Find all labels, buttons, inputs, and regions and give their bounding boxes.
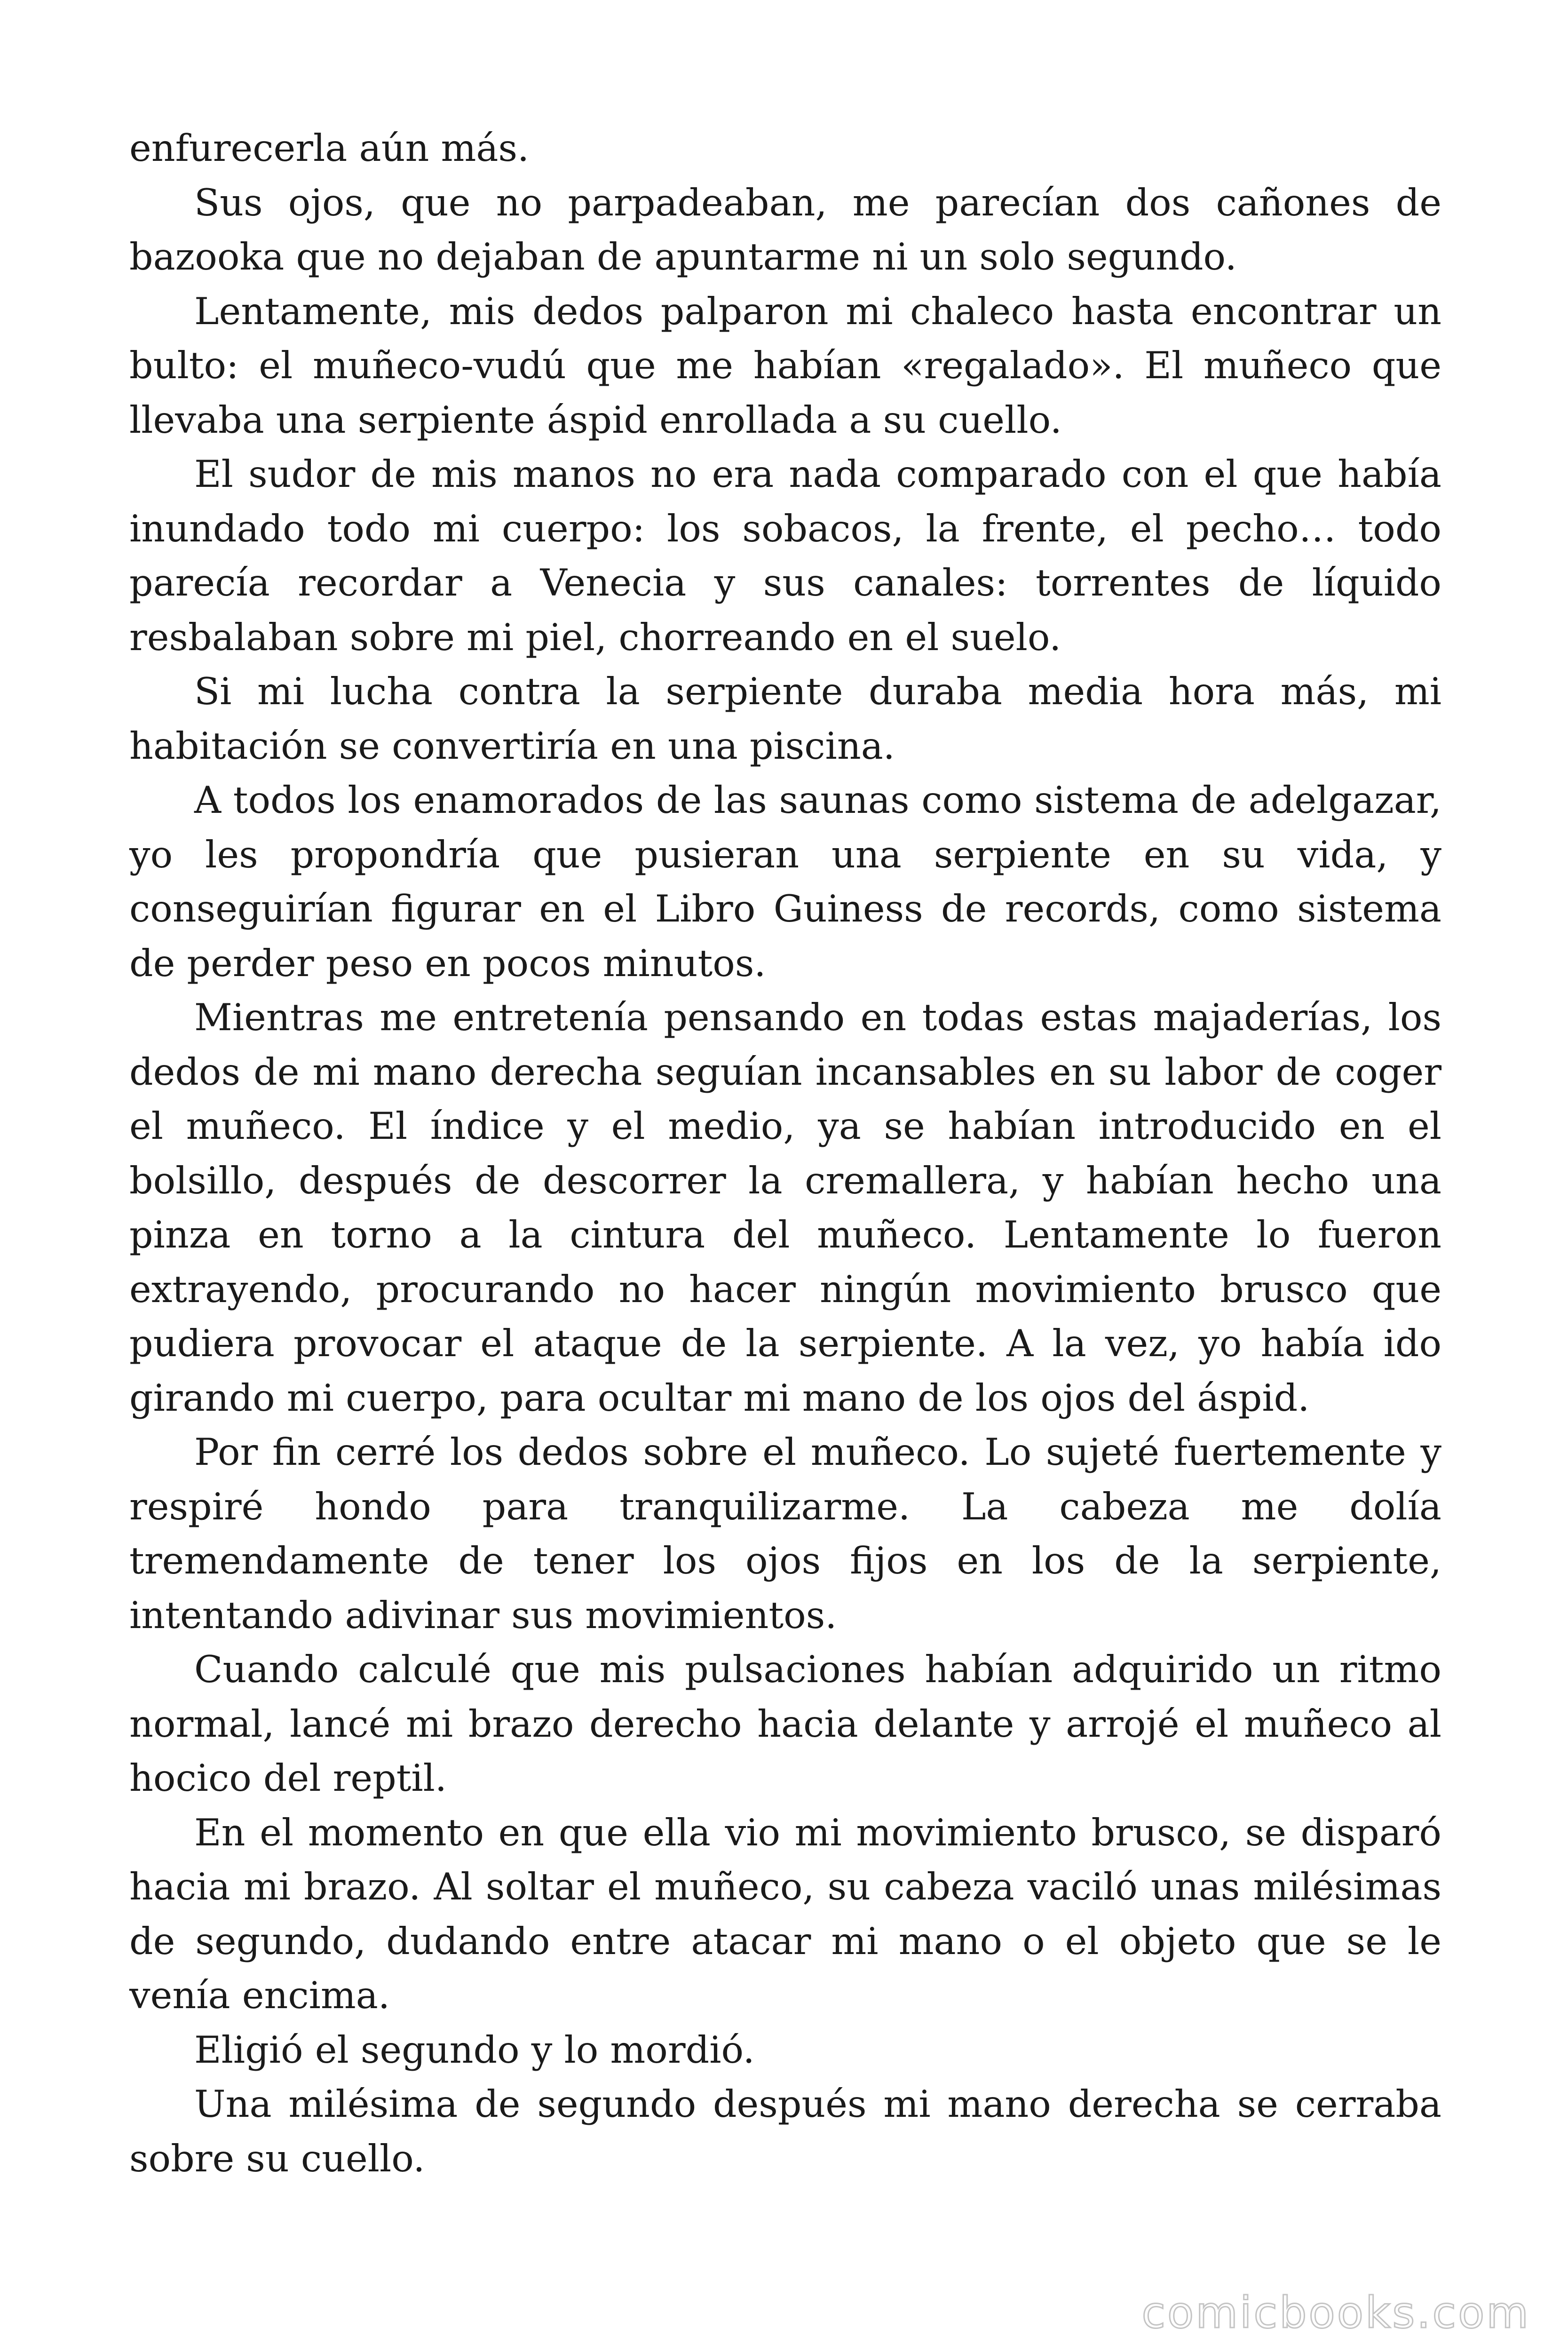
paragraph: Mientras me entretenía pensando en todas estas majaderías, los dedos de mi mano derecha seguían incansables en su labor de coger el muñeco. El índice y el medio, ya se habían introducido en el bolsillo, después de descorrer la cremallera, y habían hecho una pinza en torno a la cintura del muñeco. Lentamente lo fueron extrayendo, procurando no hacer ningún movimiento brusco que pudiera provocar el ataque de la serpiente. A la vez, yo había ido girando mi cuerpo, para ocultar mi mano de los ojos del áspid. — [129, 996, 1441, 1420]
watermark-logo: comicbooks.com — [1141, 2288, 1530, 2338]
paragraph: Cuando calculé que mis pulsaciones habían adquirido un ritmo normal, lancé mi brazo derecho hacia delante y arrojé el muñeco al hocico del reptil. — [129, 1648, 1441, 1800]
paragraph: Eligió el segundo y lo mordió. — [194, 2028, 755, 2072]
paragraph: El sudor de mis manos no era nada comparado con el que había inundado todo mi cuerpo: los sobacos, la frente, el pecho… todo parecía recordar a Venecia y sus canales: torrentes de líquido resbalaban sobre mi piel, chorreando en el suelo. — [129, 453, 1441, 659]
paragraph: A todos los enamorados de las saunas como sistema de adelgazar, yo les propondría que pusieran una serpiente en su vida, y conseguirían figurar en el Libro Guiness de records, como sistema de perder peso en pocos minutos. — [129, 779, 1441, 985]
paragraph-continued: enfurecerla aún más. — [129, 127, 530, 170]
body-text — [129, 121, 1441, 2186]
paragraph: Lentamente, mis dedos palparon mi chaleco hasta encontrar un bulto: el muñeco-vudú que me habían «regalado». El muñeco que llevaba una serpiente áspid enrollada a su cuello. — [129, 289, 1441, 442]
paragraph: Si mi lucha contra la serpiente duraba media hora más, mi habitación se convertiría en una piscina. — [129, 670, 1441, 768]
paragraph: En el momento en que ella vio mi movimiento brusco, se disparó hacia mi brazo. Al soltar el muñeco, su cabeza vaciló unas milésimas de segundo, dudando entre atacar mi mano o el objeto que se le venía encima. — [129, 1811, 1441, 2017]
paragraph: Una milésima de segundo después mi mano derecha se cerraba sobre su cuello. — [129, 2082, 1441, 2180]
paragraph: Sus ojos, que no parpadeaban, me parecían dos cañones de bazooka que no dejaban de apuntarme ni un solo segundo. — [129, 181, 1441, 278]
paragraph: Por fin cerré los dedos sobre el muñeco. Lo sujeté fuertemente y respiré hondo para tranquilizarme. La cabeza me dolía tremendamente de tener los ojos fijos en los de la serpiente, intentando adivinar sus movimientos. — [129, 1430, 1441, 1637]
